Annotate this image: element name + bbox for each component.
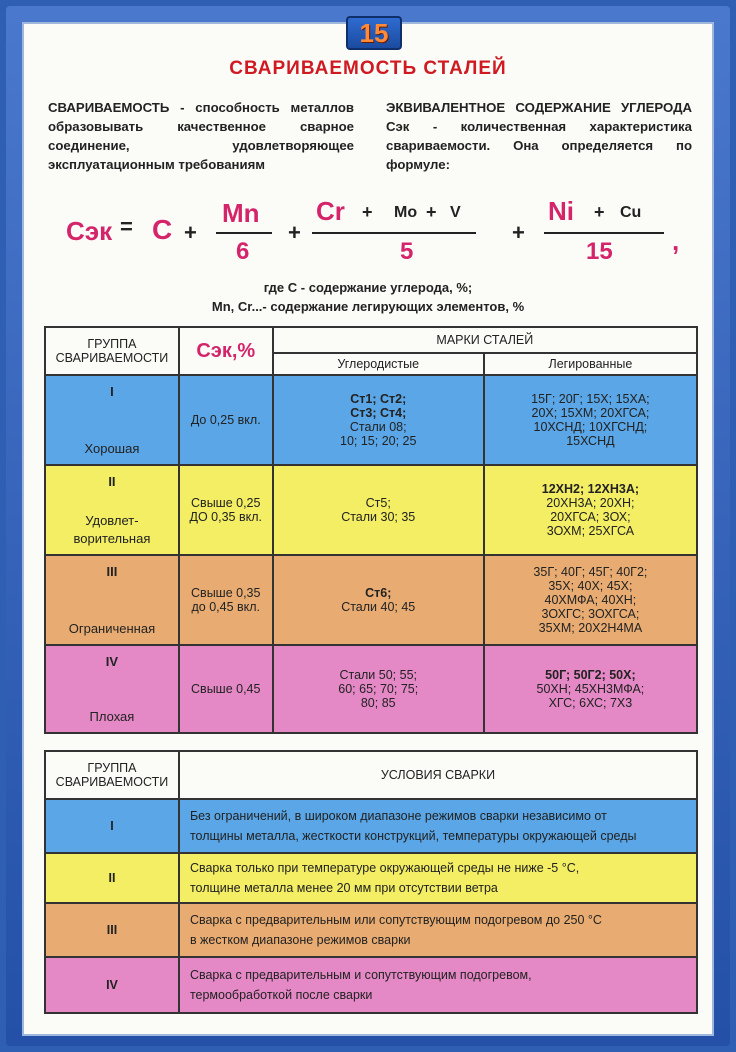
t1-row-3-name: Ограниченная: [68, 621, 156, 636]
formula-mn: Mn: [222, 198, 260, 228]
t2-row-2-line: Сварка только при температуре окружающей среды не ниже -5 °С,: [189, 861, 580, 875]
t1-row-2-alloy-line: 20ХГСА; 3ОХ;: [550, 510, 631, 524]
formula-plus-3: +: [362, 202, 373, 222]
t1-row-3-alloy-line: 35Г; 40Г; 45Г; 40Г2;: [533, 565, 648, 579]
t1-row-3-cek: Свыше 0,35 до 0,45 вкл.: [179, 555, 273, 645]
steel-grades-table: [44, 326, 698, 734]
t2-row-3-line: Сварка с предварительным или сопутствующим подогревом до 250 °С: [189, 913, 602, 927]
t2-row-4-line: термообработкой после сварки: [189, 988, 373, 1002]
t2-row-2-number: II: [45, 853, 179, 903]
formula-equals: =: [120, 214, 133, 239]
page-title: СВАРИВАЕМОСТЬ СТАЛЕЙ: [229, 58, 507, 79]
t1-row-2-carbon-line: Ст5;: [365, 496, 391, 510]
t2-header-conditions: УСЛОВИЯ СВАРКИ: [179, 751, 697, 799]
welding-conditions-table: [44, 750, 698, 1014]
page-number-badge: [346, 16, 402, 50]
t1-header-group: ГРУППА СВАРИВАЕМОСТИ: [45, 327, 179, 375]
t1-row-3-carbon: [273, 555, 484, 645]
t2-header-group: ГРУППА СВАРИВАЕМОСТИ: [45, 751, 179, 799]
t1-row-3-alloy-line: 40ХМФА; 40ХН;: [544, 593, 637, 607]
t2-row-2-line: толщине металла менее 20 мм при отсутствии ветра: [189, 881, 498, 895]
t1-row-2-number: II: [108, 474, 116, 489]
formula-crmov-denominator: 5: [400, 238, 414, 265]
t2-row-2-text: [179, 853, 697, 903]
t1-row-1-number: I: [110, 384, 114, 399]
formula-fraction-bar-2: [312, 232, 476, 234]
equivalent-carbon-definition: ЭКВИВАЛЕНТНОЕ СОДЕРЖАНИЕ УГЛЕРОДА Сэк - количественная характеристика свариваемости. Она определяется по формуле:: [386, 100, 692, 172]
t1-row-1-carbon-line: Ст1; Ст2;: [350, 392, 407, 406]
t2-row-2: [45, 853, 697, 903]
t1-row-3-number: III: [106, 564, 118, 579]
weldability-definition: СВАРИВАЕМОСТЬ - способность металлов образовывать качественное сварное соединение, удовлетворяющее эксплуатационным требованиям: [48, 100, 354, 172]
formula-note-carbon: где С - содержание углерода, %;: [263, 280, 473, 295]
t2-row-4-number: IV: [45, 957, 179, 1013]
t1-row-2-carbon: [273, 465, 484, 555]
formula-lhs: Сэк: [66, 216, 113, 246]
t1-row-3-alloy-line: 35Х; 40Х; 45Х;: [548, 579, 633, 593]
t2-row-3: [45, 903, 697, 957]
t1-row-2-group: [45, 465, 179, 555]
t1-header-marks: МАРКИ СТАЛЕЙ: [273, 327, 697, 353]
t2-row-4-text: [179, 957, 697, 1013]
formula-fraction-bar-3: [544, 232, 664, 234]
t2-row-4-line: Сварка с предварительным и сопутствующим подогревом,: [189, 968, 532, 982]
t1-row-1-alloy-line: 15ХСНД: [566, 434, 615, 448]
formula-mn-denominator: 6: [236, 238, 250, 265]
t1-row-2-alloy-line: 20ХН3А; 20ХН;: [546, 496, 635, 510]
t1-row-1-name: Хорошая: [84, 441, 140, 456]
t1-header-carbon: Углеродистые: [273, 353, 484, 375]
formula-plus-6: +: [594, 202, 605, 222]
t1-header-cek: Сэк,%: [179, 327, 273, 375]
t1-row-3-alloy: [484, 555, 697, 645]
t1-row-4: [45, 645, 697, 733]
t1-row-2-alloy: [484, 465, 697, 555]
t1-row-4-carbon: [273, 645, 484, 733]
t1-row-1-carbon-line: 10; 15; 20; 25: [340, 434, 417, 448]
t1-row-1: [45, 375, 697, 465]
t1-row-4-carbon-line: Стали 50; 55;: [339, 668, 417, 682]
t1-row-4-cek: Свыше 0,45: [179, 645, 273, 733]
t1-row-1-group: [45, 375, 179, 465]
t1-row-2: [45, 465, 697, 555]
formula-nicu-denominator: 15: [586, 238, 613, 265]
carbon-equivalent-formula: [66, 194, 696, 266]
formula-carbon: С: [152, 214, 173, 245]
t2-row-3-text: [179, 903, 697, 957]
formula-comma: ,: [672, 226, 680, 256]
t1-row-3-carbon-line: Стали 40; 45: [341, 600, 416, 614]
t1-row-2-carbon-line: Стали 30; 35: [341, 510, 416, 524]
t1-row-3-carbon-line: Ст6;: [365, 586, 392, 600]
formula-ni: Ni: [548, 196, 574, 226]
formula-mo: Mo: [394, 204, 418, 221]
t1-row-4-carbon-line: 60; 65; 70; 75;: [338, 682, 419, 696]
t1-row-1-carbon-line: Стали 08;: [349, 420, 407, 434]
t1-row-4-carbon-line: 80; 85: [360, 696, 396, 710]
t1-row-4-alloy-line: 50Г; 50Г2; 50Х;: [545, 668, 636, 682]
t2-row-1-number: I: [45, 799, 179, 853]
t1-row-3-alloy-line: 3ОХГС; 3ОХГСА;: [541, 607, 640, 621]
t1-row-3-group: [45, 555, 179, 645]
t1-row-2-cek: Свыше 0,25 ДО 0,35 вкл.: [179, 465, 273, 555]
t2-row-1: [45, 799, 697, 853]
t1-row-2-name: Удовлет-ворительная: [73, 513, 151, 546]
t1-row-2-alloy-line: 3ОХМ; 25ХГСА: [546, 524, 635, 538]
t2-row-1-line: толщины металла, жесткости конструкций, температуры окружающей среды: [189, 829, 637, 843]
t1-row-1-carbon-line: Ст3; Ст4;: [350, 406, 407, 420]
t2-row-4: [45, 957, 697, 1013]
formula-plus-5: +: [512, 220, 525, 245]
formula-plus-4: +: [426, 202, 437, 222]
formula-cu: Cu: [620, 204, 642, 221]
t1-row-3: [45, 555, 697, 645]
formula-cr: Cr: [316, 196, 345, 226]
t1-row-1-alloy-line: 20Х; 15ХМ; 20ХГСА;: [531, 406, 650, 420]
t1-row-4-alloy-line: ХГС; 6ХС; 7Х3: [548, 696, 633, 710]
t1-row-2-alloy-line: 12ХН2; 12ХН3А;: [541, 482, 640, 496]
formula-plus-1: +: [184, 220, 197, 245]
formula-plus-2: +: [288, 220, 301, 245]
t1-row-4-group: [45, 645, 179, 733]
t1-row-4-number: IV: [105, 654, 119, 669]
page-number: 15: [359, 17, 389, 48]
t2-row-3-line: в жестком диапазоне режимов сварки: [189, 933, 411, 947]
formula-v: V: [450, 204, 461, 221]
t1-row-1-alloy: [484, 375, 697, 465]
t1-row-1-alloy-line: 10ХСНД; 10ХГСНД;: [533, 420, 648, 434]
t1-row-3-alloy-line: 35ХМ; 20Х2Н4МА: [538, 621, 643, 635]
t2-row-1-line: Без ограничений, в широком диапазоне режимов сварки независимо от: [189, 809, 607, 823]
t1-row-4-name: Плохая: [89, 709, 135, 724]
t1-row-4-alloy: [484, 645, 697, 733]
t2-row-1-text: [179, 799, 697, 853]
t2-row-3-number: III: [45, 903, 179, 957]
formula-fraction-bar-1: [216, 232, 272, 234]
formula-note-elements: Mn, Cr...- содержание легирующих элементов, %: [211, 299, 525, 314]
t1-header-alloy: Легированные: [484, 353, 697, 375]
t1-row-1-carbon: [273, 375, 484, 465]
t1-row-1-alloy-line: 15Г; 20Г; 15Х; 15ХА;: [531, 392, 650, 406]
t1-row-1-cek: До 0,25 вкл.: [179, 375, 273, 465]
t1-row-4-alloy-line: 50ХН; 45ХН3МФА;: [536, 682, 645, 696]
